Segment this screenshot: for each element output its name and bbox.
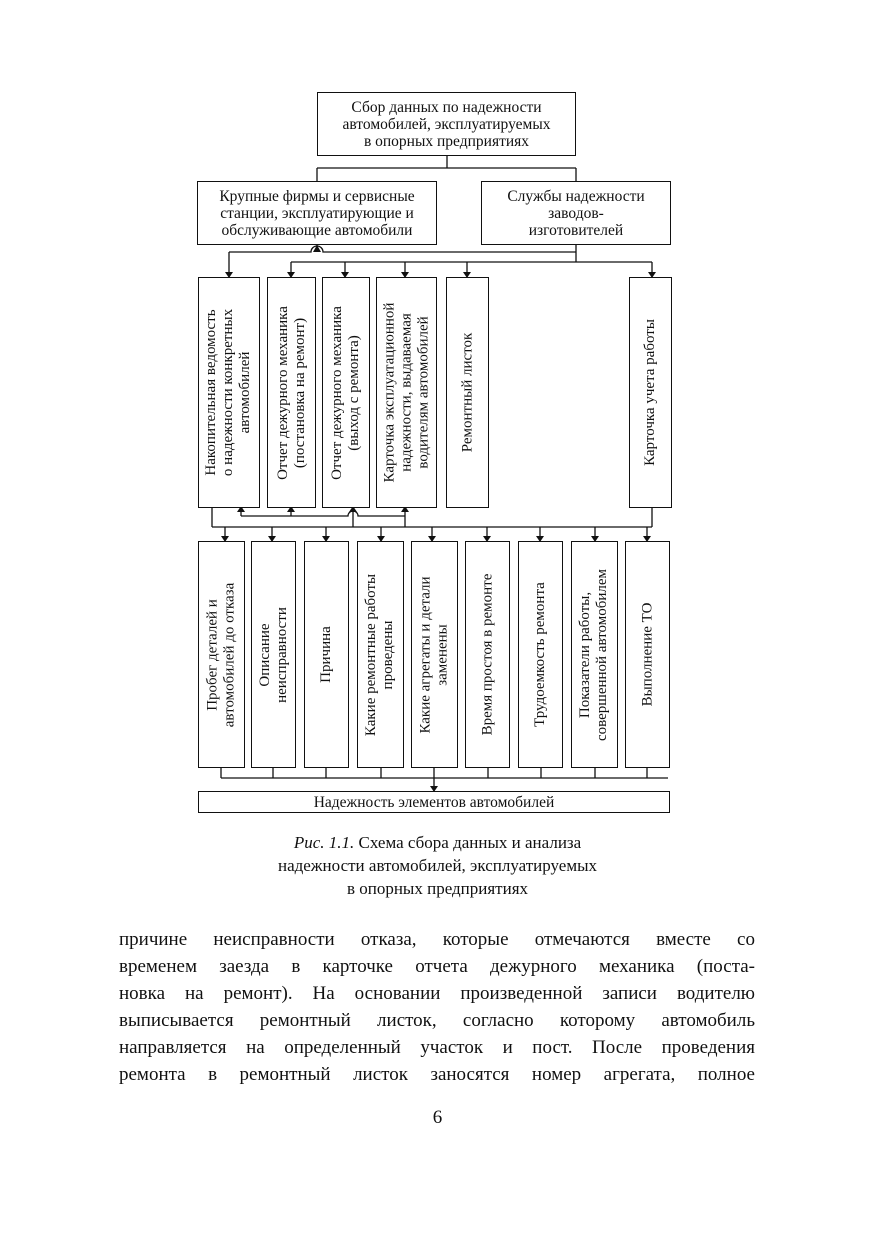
- param-label: Пробег деталей и автомобилей до отказа: [204, 582, 238, 727]
- doc-label: Отчет дежурного механика (постановка на ремонт): [274, 305, 308, 480]
- doc-box-accumulation-sheet: [198, 277, 260, 508]
- param-label: Какие агрегаты и детали заменены: [417, 575, 451, 734]
- param-box-maintenance: [625, 541, 670, 768]
- doc-box-mechanic-report-in: [267, 277, 316, 508]
- param-label: Трудоемкость ремонта: [532, 582, 549, 727]
- doc-label: Карточка эксплуатационной надежности, выдаваемая водителям автомобилей: [381, 302, 432, 483]
- doc-label: Карточка учета работы: [642, 319, 659, 466]
- doc-label: Отчет дежурного механика (выход с ремонта): [329, 305, 363, 480]
- param-box-downtime: [465, 541, 510, 768]
- body-line: ремонта в ремонтный листок заносятся номер агрегата, полное: [119, 1064, 755, 1085]
- body-line: временем заезда в карточке отчета дежурного механика (поста-: [119, 956, 755, 977]
- caption-line-2: надежности автомобилей, эксплуатируемых: [277, 856, 598, 875]
- box-service-firms: Крупные фирмы и сервисные станции, эксплуатирующие и обслуживающие автомобили: [197, 181, 437, 245]
- body-line: выписывается ремонтный листок, согласно которому автомобиль: [119, 1010, 755, 1031]
- param-label: Причина: [318, 626, 334, 683]
- param-box-repair-works: [357, 541, 404, 768]
- page-number: 6: [432, 1107, 443, 1128]
- body-paragraph: [119, 926, 755, 1088]
- caption-text: Схема сбора данных и анализа: [354, 833, 582, 852]
- connector-line: [241, 511, 405, 516]
- caption-label: Рис. 1.1.: [293, 833, 355, 852]
- doc-box-work-card: [629, 277, 672, 508]
- doc-box-mechanic-report-out: [322, 277, 370, 508]
- figure-caption: [0, 831, 875, 900]
- doc-label: Накопительная ведомость о надежности конкретных автомобилей: [203, 308, 254, 477]
- param-box-mileage: [198, 541, 245, 768]
- caption-line-3: в опорных предприятиях: [346, 879, 529, 898]
- param-box-replaced-parts: [411, 541, 458, 768]
- caption-line-1: [0, 831, 875, 854]
- param-label: Показатели работы, совершенной автомобилем: [577, 568, 611, 741]
- param-label: Какие ремонтные работы проведены: [363, 573, 397, 736]
- param-box-cause: [304, 541, 349, 768]
- doc-box-reliability-card: [376, 277, 437, 508]
- param-box-labor-intensity: [518, 541, 563, 768]
- param-box-work-indicators: [571, 541, 618, 768]
- body-line: причине неисправности отказа, которые отмечаются вместе со: [119, 929, 755, 950]
- top-box-data-collection: Сбор данных по надежности автомобилей, эксплуатируемых в опорных предприятиях: [317, 92, 576, 156]
- param-label: Время простоя в ремонте: [479, 573, 495, 736]
- bottom-box-element-reliability: Надежность элементов автомобилей: [198, 791, 670, 813]
- doc-box-repair-sheet: [446, 277, 489, 508]
- doc-label: Ремонтный листок: [459, 332, 476, 453]
- param-box-fault-description: [251, 541, 296, 768]
- box-manufacturer-reliability: Службы надежности заводов- изготовителей: [481, 181, 671, 245]
- param-label: Описание неисправности: [256, 606, 290, 703]
- body-line: новка на ремонт). На основании произведенной записи водителю: [119, 983, 755, 1004]
- connector-line: [229, 246, 576, 252]
- param-label: Выполнение ТО: [639, 602, 655, 707]
- body-line: направляется на определенный участок и пост. После проведения: [119, 1037, 755, 1058]
